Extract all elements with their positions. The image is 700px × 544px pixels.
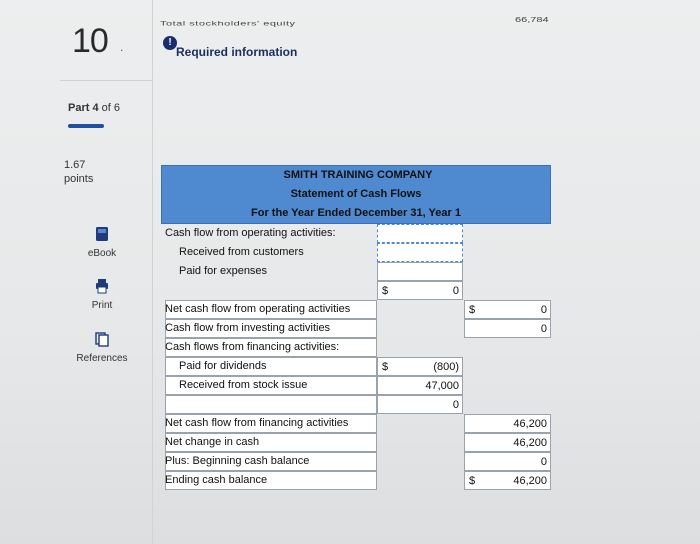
row-label: Cash flows from financing activities: [165, 341, 340, 353]
label-input[interactable] [165, 395, 377, 414]
required-information-label[interactable]: Required information [176, 45, 298, 59]
statement-title: Statement of Cash Flows [290, 188, 422, 200]
dollar-sign: $ [382, 285, 389, 297]
amount-input[interactable] [377, 224, 463, 243]
previous-content-cut: Total stockholders' equity [160, 20, 296, 28]
row-label: Cash flow from operating activities: [165, 227, 336, 239]
amount-input[interactable] [464, 452, 551, 471]
print-label: Print [91, 300, 113, 311]
amount-input[interactable] [464, 319, 551, 338]
ebook-button[interactable] [72, 226, 132, 259]
dollar-sign: $ [469, 304, 476, 316]
cell-value: 0 [540, 304, 547, 316]
amount-input[interactable] [377, 262, 463, 281]
row-label: Net cash flow from financing activities [165, 417, 349, 429]
references-icon [95, 331, 109, 347]
amount-input[interactable] [377, 281, 463, 300]
info-icon: ! [163, 36, 177, 50]
worksheet-row [161, 433, 551, 452]
left-divider [152, 0, 153, 544]
row-label: Ending cash balance [165, 474, 268, 486]
part-indicator [68, 102, 120, 114]
dollar-sign: $ [469, 475, 476, 487]
cell-value: 46,200 [513, 418, 547, 430]
worksheet-row [161, 471, 551, 490]
row-label: Paid for dividends [179, 360, 267, 372]
cell-value: 0 [452, 399, 459, 411]
worksheet-row [161, 224, 551, 243]
points-label: points [64, 173, 94, 185]
row-label: Received from customers [179, 246, 304, 258]
amount-input[interactable] [377, 395, 463, 414]
cell-value: 46,200 [513, 437, 547, 449]
row-label: Net change in cash [165, 436, 260, 448]
amount-input[interactable] [464, 414, 551, 433]
row-label: Cash flow from investing activities [165, 322, 331, 334]
cell-value: 46,200 [513, 475, 547, 487]
row-label: Plus: Beginning cash balance [165, 455, 310, 467]
cell-value: (800) [433, 361, 459, 373]
references-label: References [76, 353, 128, 364]
part-current: 4 [92, 102, 99, 114]
company-name: SMITH TRAINING COMPANY [283, 169, 433, 181]
points-block [64, 158, 93, 186]
amount-input[interactable] [377, 357, 463, 376]
worksheet-header [161, 165, 551, 224]
worksheet-row [161, 262, 551, 281]
worksheet-row [161, 300, 551, 319]
question-number-dot: . [120, 40, 124, 54]
row-label: Net cash flow from operating activities [165, 303, 351, 315]
points-value: 1.67 [64, 159, 86, 171]
amount-input[interactable] [464, 300, 551, 319]
worksheet-row [161, 357, 551, 376]
references-button[interactable] [72, 331, 132, 364]
previous-content-number: 66,784 [515, 15, 549, 25]
print-button[interactable] [72, 278, 132, 311]
cell-value: 0 [540, 456, 547, 468]
amount-input[interactable] [464, 433, 551, 452]
question-number: 10 [72, 22, 108, 60]
amount-input[interactable] [377, 243, 463, 262]
amount-input[interactable] [377, 376, 463, 395]
cell-value: 0 [540, 323, 547, 335]
worksheet-row [161, 452, 551, 471]
cash-flow-worksheet [161, 165, 551, 490]
question-divider [60, 80, 152, 81]
dollar-sign: $ [382, 361, 389, 373]
worksheet-row [161, 281, 551, 300]
worksheet-row [161, 338, 551, 357]
worksheet-row [161, 319, 551, 338]
part-progress-bar [68, 124, 104, 128]
ebook-icon [95, 226, 109, 242]
row-label: Received from stock issue [179, 379, 308, 391]
worksheet-row [161, 243, 551, 262]
worksheet-row [161, 395, 551, 414]
part-label: Part [68, 102, 90, 114]
part-of: of 6 [101, 102, 121, 114]
cell-value: 0 [452, 285, 459, 297]
printer-icon [95, 278, 109, 294]
worksheet-row [161, 414, 551, 433]
amount-input[interactable] [464, 471, 551, 490]
ebook-label: eBook [87, 248, 117, 259]
worksheet-row [161, 376, 551, 395]
statement-period: For the Year Ended December 31, Year 1 [251, 207, 461, 219]
cell-value: 47,000 [425, 380, 459, 392]
row-label: Paid for expenses [179, 265, 268, 277]
